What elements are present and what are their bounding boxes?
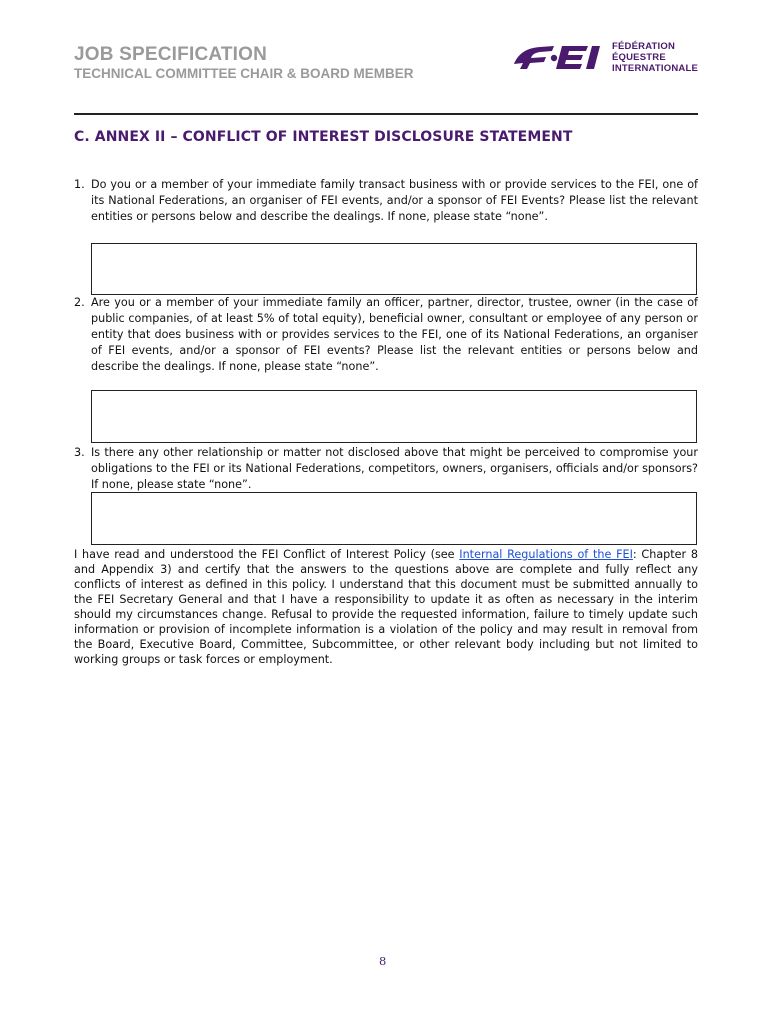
logo-line: ÉQUESTRE <box>612 52 666 63</box>
header-divider <box>74 113 698 115</box>
fei-logo-mark <box>514 46 600 69</box>
internal-regulations-link[interactable]: Internal Regulations of the FEI <box>459 548 633 561</box>
answer-box-2[interactable] <box>91 390 697 443</box>
answer-box-1[interactable] <box>91 243 697 295</box>
question-number: 1. <box>74 178 85 191</box>
header-subtitle: TECHNICAL COMMITTEE CHAIR & BOARD MEMBER <box>74 66 414 81</box>
page-number: 8 <box>379 954 387 968</box>
question-text: Is there any other relationship or matter not disclosed above that might be perceived to compromise your obligations to the FEI or its National Federations, competitors, owners, organisers, officials and/or sponsors? If none, please state “none”. <box>91 446 698 491</box>
question-number: 3. <box>74 446 85 459</box>
logo-line: FÉDÉRATION <box>612 41 676 52</box>
question-text: Are you or a member of your immediate family an officer, partner, director, trustee, owner (in the case of public companies, of at least 5% of total equity), beneficial owner, consultant or employee of any person or entity that does business with or provides services to the FEI, one of its National Federations, an organiser of FEI events, and/or a sponsor of FEI events? Please list the relevant entities or persons below and describe the dealings. If none, please state “none”. <box>91 296 698 373</box>
header-title: JOB SPECIFICATION <box>74 44 268 65</box>
declaration-paragraph <box>74 547 698 667</box>
declaration-text-start: I have read and understood the FEI Conflict of Interest Policy (see <box>74 548 460 561</box>
declaration-text-end: : Chapter 8 and Appendix 3) and certify that the answers to the questions above are complete and fully reflect any conflicts of interest as defined in this policy. I understand that this document must be submitted annually to the FEI Secretary General and that I have a responsibility to update it as often as necessary in the interim should my circumstances change. Refusal to provide the requested information, failure to timely update such information or provision of incomplete information is a violation of the policy and may result in removal from the Board, Executive Board, Committee, Subcommittee, or other relevant body including but not limited to working groups or task forces or employment. <box>74 548 699 666</box>
logo-line: INTERNATIONALE <box>612 63 699 74</box>
answer-box-3[interactable] <box>91 492 697 545</box>
question-1 <box>74 177 698 225</box>
question-2 <box>74 295 698 375</box>
question-text: Do you or a member of your immediate family transact business with or provide services to the FEI, one of its National Federations, an organiser of FEI events, and/or a sponsor of FEI Events? Please list the relevant entities or persons below and describe the dealings. If none, please state “none”. <box>91 178 698 223</box>
section-title: C. ANNEX II – CONFLICT OF INTEREST DISCLOSURE STATEMENT <box>74 129 573 145</box>
question-3 <box>74 445 698 493</box>
fei-logo-wordmark <box>612 41 698 74</box>
question-number: 2. <box>74 296 85 309</box>
